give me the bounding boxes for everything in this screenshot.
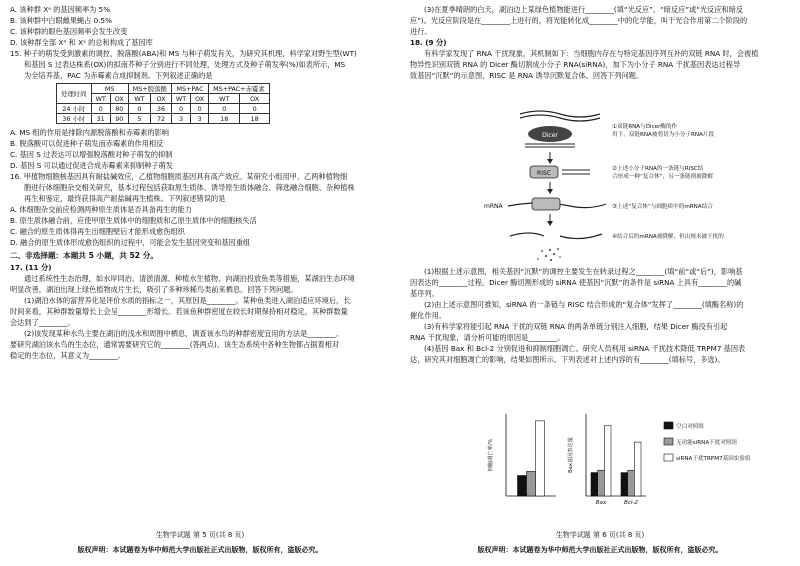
table-cell: 5 xyxy=(128,114,150,124)
diagram-note: ③上述“复合体”与细胞质中的mRNA结合 xyxy=(612,204,713,210)
question-18 xyxy=(410,48,790,81)
table-subheader: WT xyxy=(171,94,190,104)
question-text: (3)有科学家将能引起 RNA 干扰的双链 RNA 的两条单链分别注入细胞，结果 Dicer 酶没有引起 xyxy=(424,322,728,331)
legend-label: 空白对照组 xyxy=(676,424,704,430)
option-line: D. 基因 S 可以通过促进合成赤霉素来抑制种子萌发 xyxy=(10,161,173,170)
option-line: B. 脱落酸可以促进种子萌发而赤霉素的作用相反 xyxy=(10,139,164,148)
question-text: 进行。 xyxy=(410,27,432,36)
table-cell: 0 xyxy=(209,104,240,114)
question-text: 会达到了________。 xyxy=(10,318,75,327)
option-line: B. 原生质体融合前，应使甲原生质体中的细胞质和乙原生质体中的细胞核失活 xyxy=(10,216,257,225)
table-cell: 0 xyxy=(171,104,190,114)
bar xyxy=(591,473,598,496)
question-text: 致基因“沉默”的示意图，RISC 是 RNA 诱导沉默复合体。回答下列问题。 xyxy=(410,71,644,80)
question-text: 通过系统性生态治理，如水岸同治、清淤清源、种植水生植物、向湖泊投放鱼类等措施，某湖泊生态环境 xyxy=(24,274,355,283)
legend-label: 无功能siRNA干扰对照组 xyxy=(676,440,738,446)
table-header: MS+PAC+赤霉素 xyxy=(209,84,270,94)
question-18-heading: 18. (9 分) xyxy=(410,38,447,47)
question-text: 有科学家发现了 RNA 干扰现象，其机制如下：当细胞内存在与特定基因序列互补的双链 RNA 时，会被植 xyxy=(424,49,759,58)
question-16 xyxy=(10,171,390,248)
table-subheader: OX xyxy=(151,94,172,104)
table-cell: 80 xyxy=(110,104,128,114)
question-text: 时间来看，其种群数量增长上会呈________形增长。若该鱼种群密度在较长时期保持相对稳定，其种群数量 xyxy=(10,307,348,316)
table-cell: 18 xyxy=(240,114,269,124)
question-text: 16. 甲植物细胞核基因具有耐盐碱效应，乙植物细胞质基因具有高产效应。某研究小组用甲、乙两种植物细 xyxy=(10,172,348,181)
option-line: D. 融合的原生质体形成愈伤组织的过程中，可能会发生基因突变和基因重组 xyxy=(10,238,251,247)
legend-swatch xyxy=(664,438,673,445)
dsrna-strand xyxy=(520,111,600,117)
mrna-fragment xyxy=(560,234,602,239)
tick-label: Bcl-2 xyxy=(623,500,639,506)
table-header: MS xyxy=(91,84,128,94)
question-text: 基序列。 xyxy=(410,289,439,298)
table-header: 处理时间 xyxy=(57,84,92,104)
question-text: 胞进行体细胞杂交相关研究，基本过程包括获取原生质体、诱导原生质体融合、筛选融合细胞、杂种植株 xyxy=(24,183,355,192)
diagram-note: ④结合后的mRNA被降解，但出现未被干扰的 xyxy=(612,234,724,240)
diagram-note: ②上述小分子RNA的一条链与RISC结 xyxy=(612,166,704,172)
table-cell: 3 xyxy=(171,114,190,124)
question-text: 为全培养基，PAC 为赤霉素合成抑制剂。下列叙述正确的是 xyxy=(24,71,213,80)
page-number: 生物学试题 第 5 页(共 8 页) xyxy=(155,531,245,539)
risc-label: RISC xyxy=(537,170,551,177)
question-text: 明显改善，湖泊出现上绿色植物成片生长，吸引了多种珍稀鸟类前来栖息。回答下列问题。 xyxy=(10,285,298,294)
table-cell: 0 xyxy=(128,104,150,114)
table-subheader: OX xyxy=(110,94,128,104)
option-line: A. MS 组的作用是排除内源脱落酸和赤霉素的影响 xyxy=(10,128,169,137)
table-cell: 0 xyxy=(191,104,209,114)
bar xyxy=(527,471,536,496)
option-line: C. 基因 S 过表达可以增强脱落酸对种子萌发的抑制 xyxy=(10,150,173,159)
question-text: (4)基因 Bax 和 Bcl-2 分别促进和抑制细胞凋亡。研究人员利用 siRNA 干扰技术降低 TRPM7 基因表 xyxy=(424,344,746,353)
legend-label: siRNA干扰TRPM7基因实验组 xyxy=(676,456,751,462)
question-text: 催化作用。 xyxy=(410,311,446,320)
option-line: D. 该种群全部 Xᴬ 和 Xᵃ 的总和构成了基因库 xyxy=(10,38,153,47)
question-text: 达，研究其对细胞凋亡的影响，结果如图所示。下列表述对上述内容的有________(填标号，多选)。 xyxy=(410,355,725,364)
tick-label: Bax xyxy=(595,500,607,506)
table-cell: 72 xyxy=(151,114,172,124)
copyright-notice: 版权声明：本试题卷为华中师范大学出版社正式出版物，版权所有，盗版必究。 xyxy=(77,546,323,554)
question-text: (2)由上述示意图可推知，siRNA 的一条链与 RISC 结合形成的“复合体”发挥了________(填酶名称)的 xyxy=(424,300,744,309)
table-cell: 24 小时 xyxy=(57,104,92,114)
arrowhead-icon xyxy=(547,189,553,194)
table-row xyxy=(57,114,270,124)
rnai-mechanism-diagram xyxy=(480,104,790,266)
table-subheader: OX xyxy=(191,94,209,104)
question-15 xyxy=(10,48,390,171)
axis-label: Bax基因表达量 xyxy=(568,437,574,473)
question-18-subparts xyxy=(410,266,790,365)
option-line: A. 该种群 Xᵃ 的基因频率为 5% xyxy=(10,5,111,14)
page-number: 生物学试题 第 6 页(共 8 页) xyxy=(555,531,645,539)
bar xyxy=(598,470,605,496)
table-cell: 0 xyxy=(91,104,110,114)
q14-options xyxy=(10,4,390,48)
question-text: 和基因 S 过表达株系(OX)的拟南芥种子分别进行不同处理，处理方式及种子萌发率(%)如表所示，MS xyxy=(24,60,346,69)
germination-table xyxy=(56,83,270,124)
mrna-fragment xyxy=(510,233,544,236)
question-text: 要研究湖泊该水鸟的生态位，通常需要研究它的________(答两点)。该生态系统中各种生物都占据着相对 xyxy=(10,340,340,349)
section-heading: 二、非选择题：本题共 5 小题，共 52 分。 xyxy=(10,251,158,260)
question-text: 物异性识别双链 RNA 的 Dicer 酶切割成小分子 RNA(siRNA)，加下为小分子 RNA 干扰基因表达过程导 xyxy=(410,60,741,69)
table-cell: 36 小时 xyxy=(57,114,92,124)
question-text: RNA 干扰现象，请分析可能的原因是________。 xyxy=(410,333,565,342)
arrowhead-icon xyxy=(547,159,553,164)
table-cell: 18 xyxy=(209,114,240,124)
table-cell: 90 xyxy=(110,114,128,124)
question-text: (3)在夏季晴朗的白天，湖泊边上某绿色植物能进行________(填“光反应”、“暗反应”或“光反应和暗反 xyxy=(424,5,744,14)
bar xyxy=(621,473,628,496)
bar xyxy=(634,442,641,496)
question-17-heading: 17. (11 分) xyxy=(10,263,52,272)
copyright-notice: 版权声明：本试题卷为华中师范大学出版社正式出版物，版权所有，盗版必究。 xyxy=(477,546,723,554)
table-row xyxy=(57,104,270,114)
apoptosis-bar-charts xyxy=(466,404,766,516)
diagram-note: 用下，双链RNA被剪切为小分子RNA片段 xyxy=(612,132,715,138)
question-text: 再生和鉴定，最终获得高产耐盐碱再生植株。下列叙述错误的是 xyxy=(24,194,226,203)
question-text: 应”)。光反应阶段是在________上进行的，将光能转化成________中的化学能，叫干光合作用第二个阶段的 xyxy=(410,16,748,25)
legend-swatch xyxy=(664,454,673,461)
dicer-label: Dicer xyxy=(542,132,558,139)
option-line: A. 体细胞杂交前应检测两种原生质体是否具备再生的能力 xyxy=(10,205,192,214)
table-subheader: WT xyxy=(128,94,150,104)
bar xyxy=(604,426,611,496)
option-line: C. 该种群的眼色基因频率会发生改变 xyxy=(10,27,128,36)
risc-complex-icon xyxy=(532,198,560,210)
degradation-fragments-icon xyxy=(537,248,561,261)
table-subheader: WT xyxy=(91,94,110,104)
dsrna-strand xyxy=(520,115,600,121)
chart-legend xyxy=(664,422,751,462)
question-17-part3 xyxy=(410,4,790,37)
exam-page-right xyxy=(400,0,800,566)
option-line: B. 该种群中白眼雌果蝇占 0.5% xyxy=(10,16,112,25)
table-cell: 36 xyxy=(151,104,172,114)
bar xyxy=(628,470,635,496)
question-17 xyxy=(10,273,390,361)
diagram-note: ①双链RNA与Dicer酶的作 xyxy=(612,124,678,130)
sirna-strand xyxy=(562,170,590,174)
table-header: MS+脱落酸 xyxy=(128,84,171,94)
question-text: (1)根据上述示意图，相关基因“沉默”的调控主要发生在转录过程之________(填“前”或“后”)，影响基 xyxy=(424,267,743,276)
table-cell: 0 xyxy=(240,104,269,114)
diagram-note: 合形成一种“复合体”，另一条链则被降解 xyxy=(612,174,713,180)
table-cell: 3 xyxy=(191,114,209,124)
chart-apoptosis-rate xyxy=(486,414,556,496)
option-line: C. 融合的原生质体得再生出细胞壁后才能形成愈伤组织 xyxy=(10,227,185,236)
table-subheader: OX xyxy=(240,94,269,104)
table-subheader: WT xyxy=(209,94,240,104)
legend-swatch xyxy=(664,422,673,429)
question-text: 15. 种子的萌发受到激素的调控，脱落酸(ABA)和 MS 与种子萌发有关，为研究其机理，科学家对野生型(WT) xyxy=(10,49,357,58)
table-header: MS+PAC xyxy=(171,84,208,94)
table-cell: 31 xyxy=(91,114,110,124)
question-text: 稳定的生态位，其意义为________。 xyxy=(10,351,126,360)
question-text: (2)该发现某种水鸟主要在湖泊的浅水和周围中栖息，调查该水鸟的种群密度宜用的方法是________。 xyxy=(24,329,344,338)
arrowhead-icon xyxy=(547,221,553,226)
bar xyxy=(518,476,527,497)
chart-gene-expression xyxy=(566,414,646,506)
question-text: (1)湖泊水体的富营养化是评价水质的指标之一，其原因是________。某种鱼类进入湖泊适应环境后，长 xyxy=(24,296,351,305)
mrna-label: mRNA xyxy=(484,203,503,210)
dsrna-strand xyxy=(525,144,575,147)
bar xyxy=(536,421,545,496)
question-text: 因表达的________过程。Dicer 酶切割形成的 siRNA 使基因“沉默”的条件是 siRNA 上具有________的碱 xyxy=(410,278,742,287)
axis-label: 细胞凋亡率/% xyxy=(488,438,494,472)
